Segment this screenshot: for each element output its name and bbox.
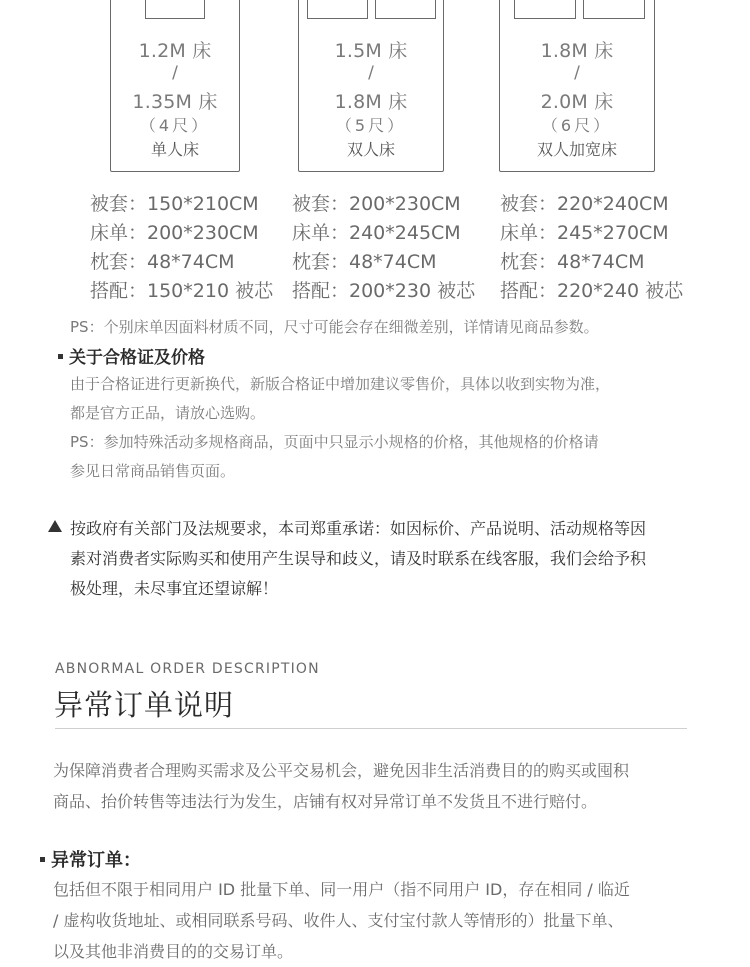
abnormal-order-heading [40,846,141,872]
bed-size-slash: / [574,63,580,83]
bed-size-slash: / [172,63,178,83]
spec-matching-quilt: 搭配：200*230 被芯 [292,280,476,302]
certificate-line: 由于合格证进行更新换代，新版合格证中增加建议零售价，具体以收到实物为准， [70,375,611,393]
certificate-line: 参见日常商品销售页面。 [70,462,236,480]
spec-duvet-cover: 被套：220*240CM [500,193,669,215]
size-ps-note: PS：个别床单因面料材质不同，尺寸可能会存在细微差别，详情请见商品参数。 [70,318,599,336]
pillow-outline [307,0,368,19]
detail-line: / 虚构收货地址、或相同联系号码、收件人、支付宝付款人等情形的）批量下单、 [53,911,624,930]
spec-matching-quilt: 搭配：150*210 被芯 [90,280,274,302]
bullet-square-icon [58,354,63,359]
bed-size-chi: （5尺） [335,116,407,135]
section-divider [55,728,687,729]
spec-bed-sheet: 床单：200*230CM [90,222,259,244]
bed-size-a: 1.2M 床 [138,40,212,62]
bed-size-a: 1.8M 床 [540,40,614,62]
bed-type: 双人床 [346,140,395,159]
intro-line: 商品、抬价转售等违法行为发生，店铺有权对异常订单不发货且不进行赔付。 [53,792,598,811]
bullet-square-icon [40,857,45,862]
spec-duvet-cover: 被套：150*210CM [90,193,259,215]
intro-line: 为保障消费者合理购买需求及公平交易机会，避免因非生活消费目的的购买或囤积 [53,761,630,780]
spec-duvet-cover: 被套：200*230CM [292,193,461,215]
section-cn-title: 异常订单说明 [54,688,235,722]
spec-pillowcase: 枕套：48*74CM [90,251,235,273]
legal-notice [50,514,646,604]
abnormal-detail [53,874,630,967]
abnormal-intro [53,755,629,817]
certificate-line: PS：参加特殊活动多规格商品，页面中只显示小规格的价格，其他规格的价格请 [70,433,599,451]
pillow-outline [145,0,205,19]
bed-card-wide [499,0,655,172]
bed-size-a: 1.5M 床 [334,40,408,62]
bed-type: 双人加宽床 [536,140,617,159]
certificate-line: 都是官方正品，请放心选购。 [70,404,266,422]
spec-bed-sheet: 床单：245*270CM [500,222,669,244]
notice-line: 极处理，未尽事宜还望谅解！ [70,579,279,598]
pillow-outline [583,0,645,19]
certificate-body [70,370,610,486]
bed-size-b: 1.35M 床 [132,91,218,113]
spec-list-wide [500,190,683,306]
spec-list-single [90,190,273,306]
bed-card-double [298,0,444,172]
spec-pillowcase: 枕套：48*74CM [500,251,645,273]
bed-size-chi: （4尺） [139,116,211,135]
pillow-outline [514,0,576,19]
spec-pillowcase: 枕套：48*74CM [292,251,437,273]
spec-list-double [292,190,475,306]
notice-line: 按政府有关部门及法规要求，本司郑重承诺：如因标价、产品说明、活动规格等因 [70,519,647,538]
bed-card-single [110,0,240,172]
bed-size-chi: （6尺） [541,116,613,135]
abnormal-order-heading-text: 异常订单： [51,850,141,871]
spec-matching-quilt: 搭配：220*240 被芯 [500,280,684,302]
certificate-heading-text: 关于合格证及价格 [69,348,205,368]
certificate-heading [58,343,205,368]
section-en-title: ABNORMAL ORDER DESCRIPTION [55,661,320,677]
bed-size-b: 2.0M 床 [540,91,614,113]
pillow-outline [375,0,436,19]
detail-line: 以及其他非消费目的的交易订单。 [53,942,294,961]
notice-line: 素对消费者实际购买和使用产生误导和歧义，请及时联系在线客服，我们会给予积 [70,549,647,568]
detail-line: 包括但不限于相同用户 ID 批量下单、同一用户（指不同用户 ID，存在相同 / 临近 [53,880,630,899]
spec-bed-sheet: 床单：240*245CM [292,222,461,244]
bed-type: 单人床 [150,140,199,159]
bed-size-b: 1.8M 床 [334,91,408,113]
bed-size-slash: / [368,63,374,83]
